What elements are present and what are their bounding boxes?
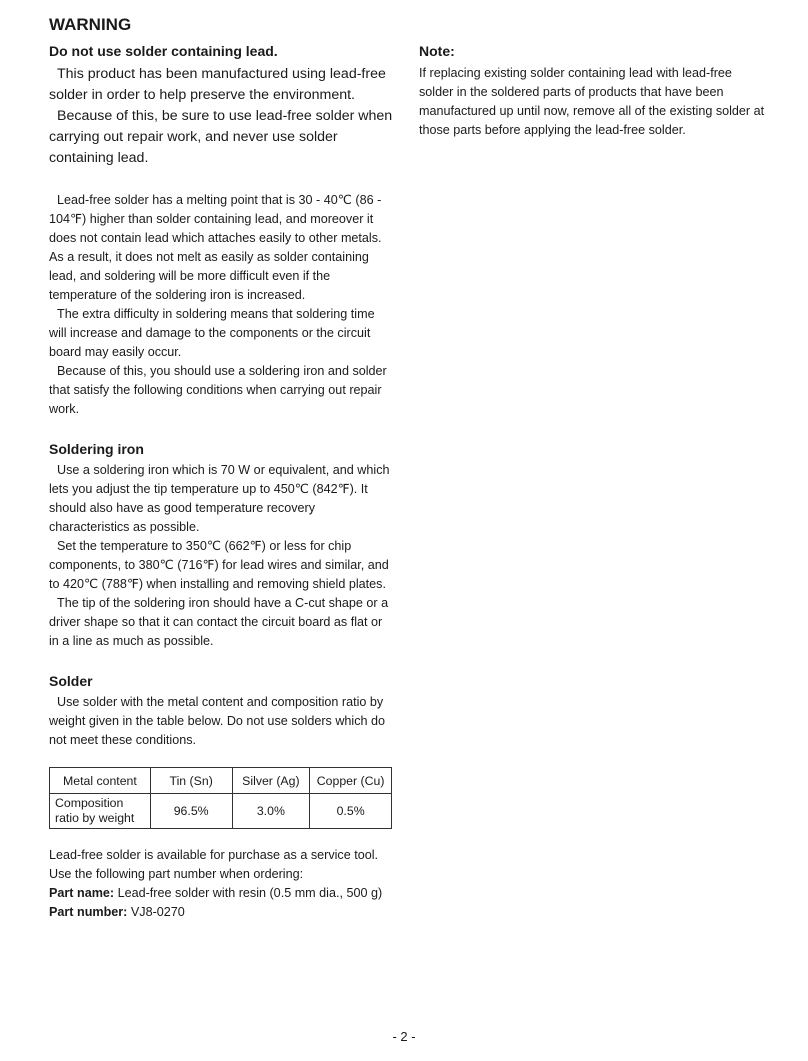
warning-paragraph: This product has been manufactured using lead-free solder in order to help preserve the environment. [49, 66, 386, 103]
table-cell: 3.0% [232, 794, 310, 829]
warning-title: WARNING [49, 15, 132, 34]
warning-paragraph: Because of this, be sure to use lead-free solder when carrying out repair work, and never use solder containing lead. [49, 108, 393, 166]
intro-block [49, 191, 394, 419]
part-number-value: VJ8-0270 [127, 905, 185, 919]
table-header-cell: Copper (Cu) [310, 768, 392, 794]
left-column [49, 14, 394, 943]
solder-heading: Solder [49, 673, 93, 689]
soldering-iron-paragraph: Use a soldering iron which is 70 W or equivalent, and which lets you adjust the tip temperature up to 450℃ (842℉). It should also have as good temperature recovery characteristics as possible. [49, 463, 390, 534]
table-header-cell: Metal content [50, 768, 151, 794]
table-row [50, 794, 392, 829]
table-row-label [50, 794, 151, 829]
soldering-iron-section [49, 440, 394, 651]
part-number-label: Part number: [49, 905, 128, 919]
note-title: Note: [419, 43, 455, 59]
solder-composition-table [49, 767, 392, 829]
intro-paragraph: Lead-free solder has a melting point that is 30 - 40℃ (86 - 104℉) higher than solder containing lead, and moreover it does not contain lead which attaches easily to other metals. As a result, it does not melt as easily as solder containing lead, and soldering will be more difficult even if the temperature of the soldering iron is increased. [49, 193, 382, 302]
part-name-value: Lead-free solder with resin (0.5 mm dia., 500 g) [114, 886, 383, 900]
note-text: If replacing existing solder containing lead with lead-free solder in the soldered parts of products that have been manufactured up until now, remove all of the existing solder at those parts before applying the lead-free solder. [419, 66, 765, 137]
intro-paragraph: Because of this, you should use a soldering iron and solder that satisfy the following conditions when carrying out repair work. [49, 364, 387, 416]
soldering-iron-paragraph: The tip of the soldering iron should have a C-cut shape or a driver shape so that it can contact the circuit board as flat or in a line as much as possible. [49, 596, 389, 648]
table-cell: 96.5% [150, 794, 232, 829]
solder-paragraph: Use solder with the metal content and composition ratio by weight given in the table below. Do not use solders which do not meet these conditions. [49, 695, 386, 747]
table-header-row [50, 768, 392, 794]
part-name-line [49, 884, 394, 903]
intro-paragraph: The extra difficulty in soldering means that soldering time will increase and damage to the components or the circuit board may easily occur. [49, 307, 375, 359]
warning-block [49, 14, 394, 169]
purchase-info: Use the following part number when ordering: [49, 867, 304, 881]
part-name-label: Part name: [49, 886, 115, 900]
table-cell: 0.5% [310, 794, 392, 829]
row-label-line: ratio by weight [55, 811, 135, 825]
page-number: - 2 - [392, 1029, 416, 1044]
warning-subtitle: Do not use solder containing lead. [49, 43, 278, 59]
row-label-line: Composition [55, 796, 124, 810]
table-header-cell: Silver (Ag) [232, 768, 310, 794]
table-header-cell: Tin (Sn) [150, 768, 232, 794]
solder-section [49, 672, 394, 922]
purchase-info: Lead-free solder is available for purchase as a service tool. [49, 848, 379, 862]
right-column [419, 42, 769, 140]
part-number-line [49, 903, 394, 922]
soldering-iron-heading: Soldering iron [49, 441, 144, 457]
soldering-iron-paragraph: Set the temperature to 350℃ (662℉) or less for chip components, to 380℃ (716℉) for lead wires and similar, and to 420℃ (788℉) when installing and removing shield plates. [49, 539, 389, 591]
